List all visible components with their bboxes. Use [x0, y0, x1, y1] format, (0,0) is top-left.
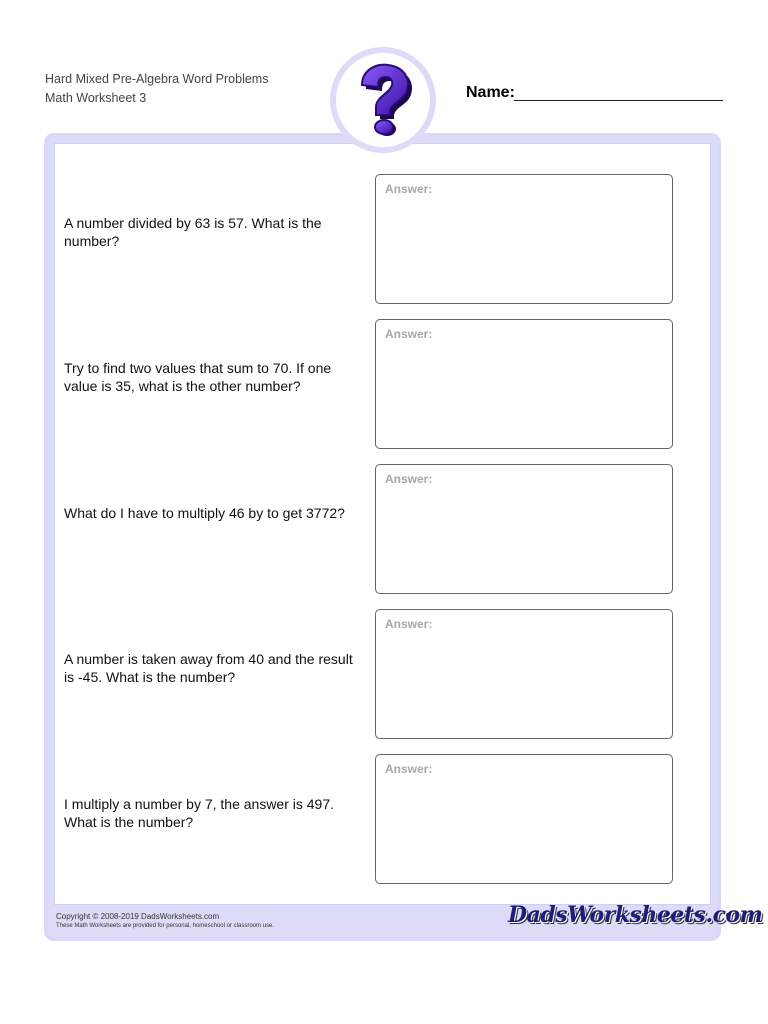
worksheet-title: [45, 70, 268, 108]
question-mark-icon: [348, 61, 418, 139]
answer-label: Answer:: [385, 182, 433, 196]
logo-badge: [330, 47, 436, 153]
answer-label: Answer:: [385, 617, 433, 631]
worksheet-title-line2: Math Worksheet 3: [45, 91, 147, 105]
answer-label: Answer:: [385, 762, 433, 776]
answer-box-1[interactable]: [375, 174, 673, 304]
footer-copyright: Copyright © 2008-2019 DadsWorksheets.com: [56, 912, 220, 921]
answer-box-5[interactable]: [375, 754, 673, 884]
problem-3-text: What do I have to multiply 46 by to get 3772?: [64, 505, 345, 521]
problem-4-text: A number is taken away from 40 and the result is -45. What is the number?: [64, 651, 353, 685]
answer-box-3[interactable]: [375, 464, 673, 594]
answer-box-4[interactable]: [375, 609, 673, 739]
name-field-line[interactable]: [514, 100, 723, 101]
answer-box-2[interactable]: [375, 319, 673, 449]
name-label: Name:: [466, 84, 515, 101]
footer-note: These Math Worksheets are provided for personal, homeschool or classroom use.: [56, 923, 274, 929]
brand-logo: DadsWorksheets.com: [508, 902, 763, 928]
problem-2-text: Try to find two values that sum to 70. If one value is 35, what is the other number?: [64, 360, 332, 394]
worksheet-title-line1: Hard Mixed Pre-Algebra Word Problems: [45, 72, 269, 86]
answer-label: Answer:: [385, 327, 433, 341]
answer-label: Answer:: [385, 472, 433, 486]
problem-1-text: A number divided by 63 is 57. What is the number?: [64, 215, 322, 249]
problem-5-text: I multiply a number by 7, the answer is 497. What is the number?: [64, 796, 335, 830]
